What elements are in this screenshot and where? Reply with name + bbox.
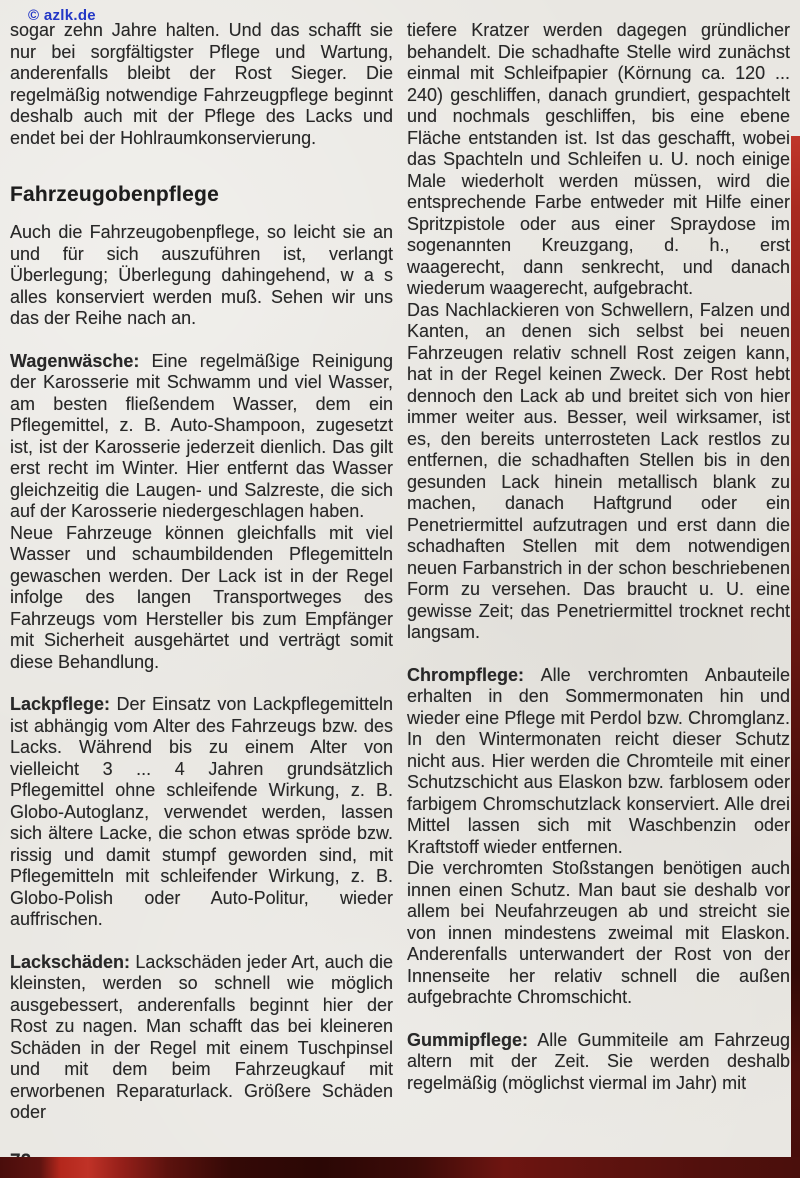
paragraph-overview: Auch die Fahrzeugobenpflege, so leicht sie an und für sich auszuführen ist, verlangt Überlegung; Überlegung dahingehend, w a s alles konserviert werden muß. Sehen wir uns das der Reihe nach an. <box>10 222 393 328</box>
left-column <box>10 20 393 1172</box>
topic-label-lackschaeden: Lackschäden: <box>10 951 131 972</box>
scan-artifact-bottom-edge <box>0 1157 800 1178</box>
topic-text-wagenwaesche: Eine regelmäßige Reinigung der Karosserie mit Schwamm und viel Wasser, am besten fließendem Wasser, dem ein Pflegemittel, z. B. Auto-Shampoon, zugesetzt ist, ist der Karosserie jederzeit dienlich. Das gilt erst recht im Winter. Hier entfernt das Wasser gleichzeitig die Laugen- und Salzreste, die sich auf der Karosserie niedergeschlagen haben. <box>10 350 393 521</box>
topic-text-lackpflege: Der Einsatz von Lackpflegemitteln ist abhängig vom Alter des Fahrzeugs bzw. des Lacks. Während bis zu einem Alter von vielleicht 3 ... 4 Jahren grundsätzlich Pflegemittel ohne schleifende Wirkung, z. B. Globo-Autoglanz, verwendet werden, lassen sich ältere Lacke, die schon etwas spröde bzw. rissig und damit stumpf geworden sind, mit Pflegemitteln mit schleifender Wirkung, z. B. Globo-Polish oder Auto-Politur, wieder auffrischen. <box>10 694 393 929</box>
topic-label-chrompflege: Chrompflege: <box>407 664 524 685</box>
topic-text-lackschaeden: Lackschäden jeder Art, auch die kleinsten, werden so schnell wie möglich ausgebessert, anderenfalls beginnt hier der Rost zu nagen. Man schafft das bei kleineren Schäden in der Regel mit einem Tuschpinsel und mit dem beim Fahrzeugkauf mit erworbenen Reparaturlack. Größere Schäden oder <box>10 951 393 1122</box>
paragraph-kratzer-continuation: tiefere Kratzer werden dagegen gründlicher behandelt. Die schadhafte Stelle wird zunächst einmal mit Schleifpapier (Körnung ca. 120 ... 240) geschliffen, danach grundiert, gespachtelt und nochmals geschliffen, bis eine ebene Fläche entstanden ist. Ist das geschafft, wobei das Spachteln und Schleifen u. U. noch einige Male wiederholt werden müssen, wird die entsprechende Farbe entweder mit Hilfe einer Spritzpistole oder aus einer Spraydose im sogenannten Kreuzgang, d. h., erst waagerecht, dann senkrecht, und danach wiederum waagerecht, aufgebracht. <box>407 20 790 298</box>
paragraph-stossstangen: Die verchromten Stoßstangen benötigen auch innen einen Schutz. Man baut sie deshalb vor allem bei Neufahrzeugen ab und streicht sie von innen mindestens zweimal mit Elaskon. Anderenfalls unterwandert der Rost von der Innenseite her relativ schnell die außen aufgebrachte Chromschicht. <box>407 858 790 1007</box>
scan-artifact-right-edge <box>791 136 800 1178</box>
paragraph-neue-fahrzeuge: Neue Fahrzeuge können gleichfalls mit viel Wasser und schaumbildenden Pflegemitteln gewaschen werden. Der Lack ist in der Regel infolge des langen Transportweges des Fahrzeugs vom Hersteller bis zum Empfänger mit Sicherheit ausgehärtet und verträgt somit diese Behandlung. <box>10 522 393 672</box>
paragraph-lackschaeden <box>10 952 393 1124</box>
paragraph-wagenwaesche <box>10 351 393 523</box>
topic-text-gummipflege: Alle Gummiteile am Fahrzeug altern mit der Zeit. Sie werden deshalb regelmäßig (möglichst viermal im Jahr) mit <box>407 1029 790 1093</box>
page-body <box>10 20 790 1172</box>
paragraph-gummipflege <box>407 1030 790 1095</box>
paragraph-lackpflege <box>10 694 393 931</box>
right-column <box>407 20 790 1172</box>
topic-label-lackpflege: Lackpflege: <box>10 694 111 714</box>
paragraph-intro-continuation: sogar zehn Jahre halten. Und das schafft sie nur bei sorgfältigster Pflege und Wartung, anderenfalls bleibt der Rost Sieger. Die regelmäßig notwendige Fahrzeugpflege beginnt deshalb auch mit der Pflege des Lacks und endet bei der Hohlraumkonservierung. <box>10 20 393 148</box>
section-heading: Fahrzeugobenpflege <box>10 183 219 206</box>
paragraph-chrompflege <box>407 665 790 859</box>
topic-label-wagenwaesche: Wagenwäsche: <box>10 350 140 371</box>
topic-text-chrompflege: Alle verchromten Anbauteile erhalten in den Sommermonaten hin und wieder eine Pflege mit Perdol bzw. Chromglanz. In den Wintermonaten reicht dieser Schutz nicht aus. Hier werden die Chromteile mit einer Schutzschicht aus Elaskon bzw. farblosem oder farbigem Chromschutzlack konserviert. Alle drei Mittel lassen sich mit Waschbenzin oder Kraftstoff wieder entfernen. <box>407 664 790 857</box>
paragraph-nachlackieren: Das Nachlackieren von Schwellern, Falzen und Kanten, an denen sich selbst bei neuen Fahrzeugen relativ schnell Rost zeigen kann, hat in der Regel keinen Zweck. Der Rost hebt dennoch den Lack ab und breitet sich von hier immer weiter aus. Besser, weil wirksamer, ist es, den bereits unterrosteten Lack restlos zu entfernen, die schadhaften Stellen bis in den gesunden Lack hinein metallisch blank zu machen, danach Haftgrund oder ein Penetriermittel aufzutragen und erst dann die schadhaften Stellen mit dem notwendigen neuen Farbanstrich in der schon beschriebenen Form zu versehen. Das braucht u. U. eine gewisse Zeit; das Penetriermittel trocknet recht langsam. <box>407 299 790 642</box>
topic-label-gummipflege: Gummipflege: <box>407 1029 529 1050</box>
watermark: © azlk.de <box>28 7 96 24</box>
